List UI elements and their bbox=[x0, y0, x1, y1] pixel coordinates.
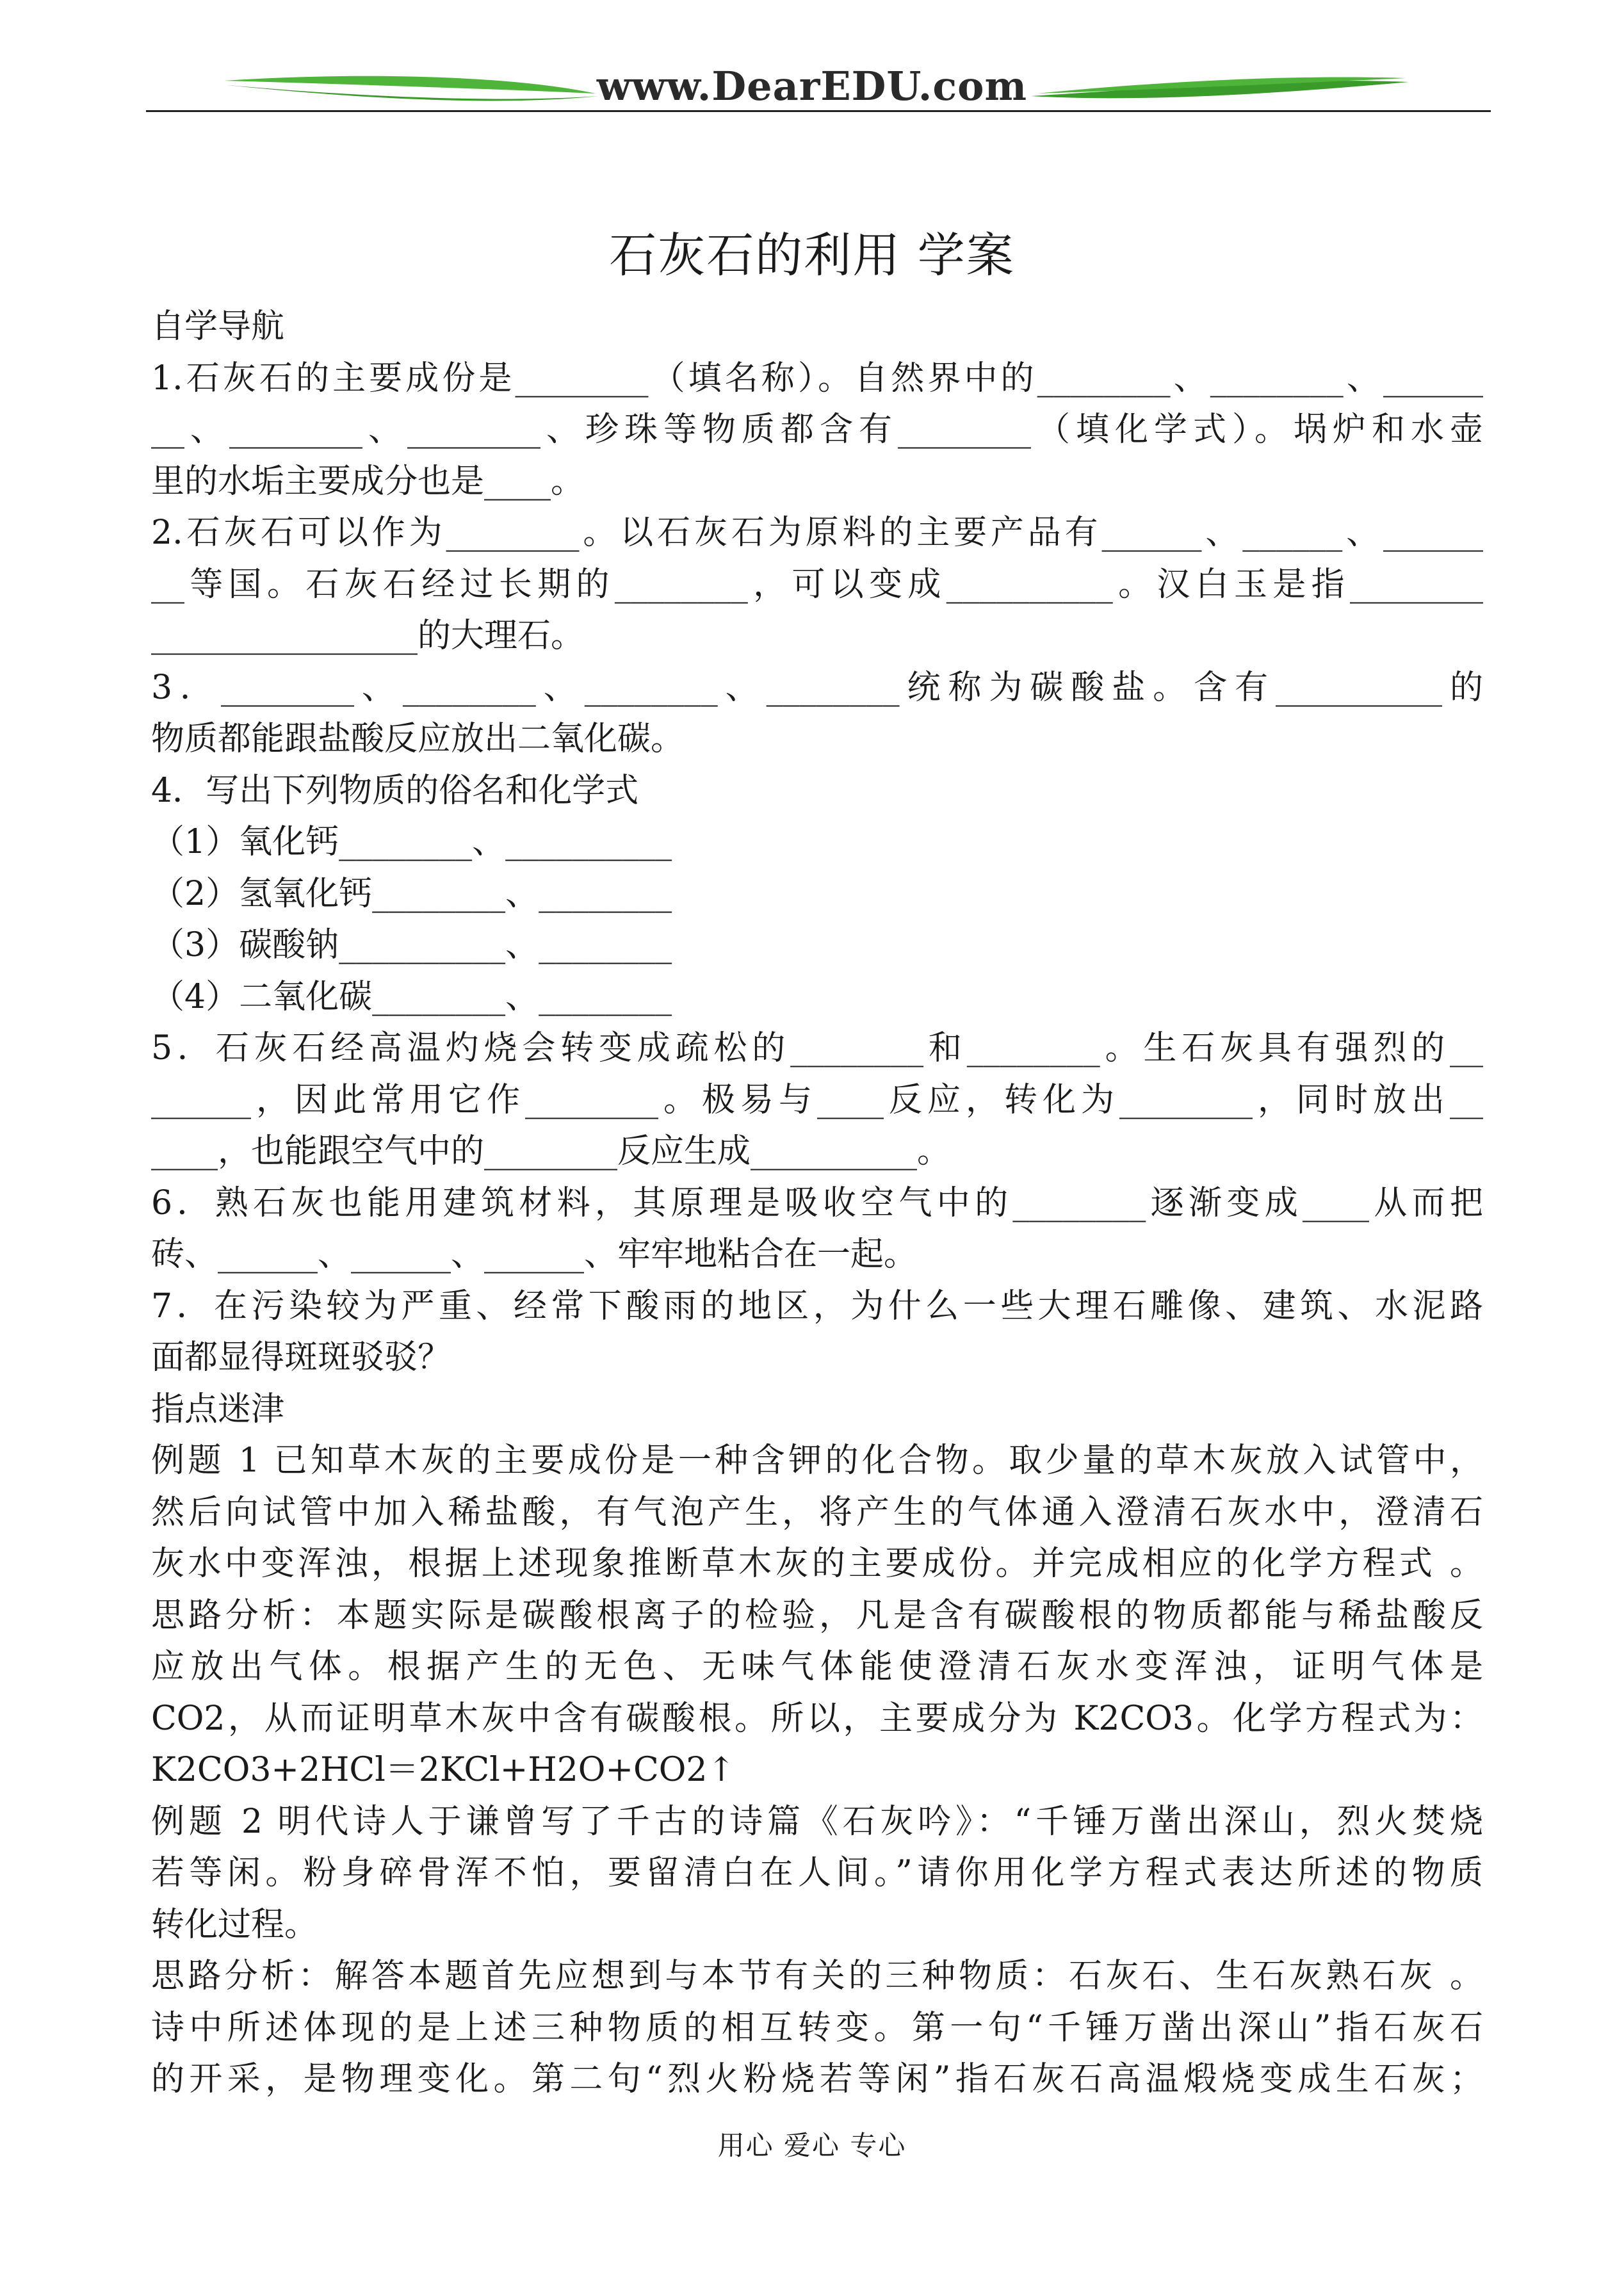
text-line: 砖、______、______、______、牢牢地粘合在一起。 bbox=[151, 1235, 918, 1274]
text-line: 里的水垢主要成分也是____。 bbox=[151, 462, 585, 501]
page-footer: 用心 爱心 专心 bbox=[717, 2130, 907, 2161]
text-line: 1.石灰石的主要成份是________（填名称）。自然界中的________、________、______ bbox=[151, 359, 1483, 398]
text-line: 面都显得斑斑驳驳？ bbox=[151, 1338, 451, 1377]
text-line: 若等闲。粉身碎骨浑不怕，要留清白在人间。”请你用化学方程式表达所述的物质 bbox=[151, 1854, 1483, 1892]
text-line: 应放出气体。根据产生的无色、无味气体能使澄清石灰水变浑浊，证明气体是 bbox=[151, 1648, 1483, 1686]
text-line: CO2，从而证明草木灰中含有碳酸根。所以，主要成分为 K2CO3。化学方程式为： bbox=[151, 1699, 1483, 1738]
text-line: 5．石灰石经高温灼烧会转变成疏松的________和________。生石灰具有强烈的__ bbox=[151, 1029, 1483, 1067]
text-line: 4．写出下列物质的俗名和化学式 bbox=[151, 771, 639, 810]
text-line: （4）二氧化碳________、________ bbox=[151, 977, 672, 1016]
text-line: 思路分析：本题实际是碳酸根离子的检验，凡是含有碳酸根的物质都能与稀盐酸反 bbox=[151, 1596, 1483, 1635]
text-line: ________________的大理石。 bbox=[151, 617, 585, 655]
site-logo-text: www.DearEDU.com bbox=[596, 63, 1028, 109]
text-line: __、________、________、珍珠等物质都含有________（填化学式）。埚炉和水壶 bbox=[151, 410, 1483, 449]
text-line: ______，因此常用它作________。极易与____反应，转化为________，同时放出__ bbox=[151, 1080, 1483, 1119]
header-rule bbox=[146, 110, 1491, 112]
text-line: 诗中所述体现的是上述三种物质的相互转变。第一句“千锤万凿出深山”指石灰石 bbox=[151, 2008, 1483, 2047]
text-line: ____，也能跟空气中的________反应生成__________。 bbox=[151, 1132, 951, 1171]
text-line: 转化过程。 bbox=[151, 1905, 318, 1944]
text-line: 然后向试管中加入稀盐酸，有气泡产生，将产生的气体通入澄清石灰水中，澄清石 bbox=[151, 1493, 1483, 1532]
text-line: 例题 1 已知草木灰的主要成份是一种含钾的化合物。取少量的草木灰放入试管中， bbox=[151, 1441, 1483, 1480]
text-line: 的开采，是物理变化。第二句“烈火粉烧若等闲”指石灰石高温煅烧变成生石灰； bbox=[151, 2060, 1483, 2098]
text-line: （1）氧化钙________、__________ bbox=[151, 823, 672, 861]
document-body bbox=[151, 301, 1483, 2105]
text-line: （3）碳酸钠__________、________ bbox=[151, 926, 672, 964]
text-line: 指点迷津 bbox=[151, 1390, 285, 1429]
text-line: 思路分析：解答本题首先应想到与本节有关的三种物质：石灰石、生石灰熟石灰 。 bbox=[151, 1957, 1483, 1995]
text-line: 6．熟石灰也能用建筑材料，其原理是吸收空气中的________逐渐变成____从而把 bbox=[151, 1183, 1483, 1222]
text-line: 自学导航 bbox=[151, 307, 285, 346]
text-line: K2CO3+2HCl＝2KCl+H2O+CO2↑ bbox=[151, 1751, 736, 1789]
text-line: __等国。石灰石经过长期的________，可以变成__________。汉白玉是指________ bbox=[151, 565, 1483, 604]
text-line: 物质都能跟盐酸反应放出二氧化碳。 bbox=[151, 720, 685, 758]
page-header bbox=[0, 0, 1624, 122]
text-line: （2）氢氧化钙________、________ bbox=[151, 874, 672, 913]
text-line: 7．在污染较为严重、经常下酸雨的地区，为什么一些大理石雕像、建筑、水泥路 bbox=[151, 1286, 1483, 1326]
text-line: 灰水中变浑浊，根据上述现象推断草木灰的主要成份。并完成相应的化学方程式 。 bbox=[151, 1545, 1483, 1583]
page-title: 石灰石的利用 学案 bbox=[609, 228, 1015, 283]
text-line: 3．________、________、________、________统称为碳酸盐。含有__________的 bbox=[151, 668, 1483, 707]
text-line: 2.石灰石可以作为________。以石灰石为原料的主要产品有______、______、______ bbox=[151, 514, 1483, 552]
text-line: 例题 2 明代诗人于谦曾写了千古的诗篇《石灰吟》：“千锤万凿出深山，烈火焚烧 bbox=[151, 1802, 1483, 1841]
